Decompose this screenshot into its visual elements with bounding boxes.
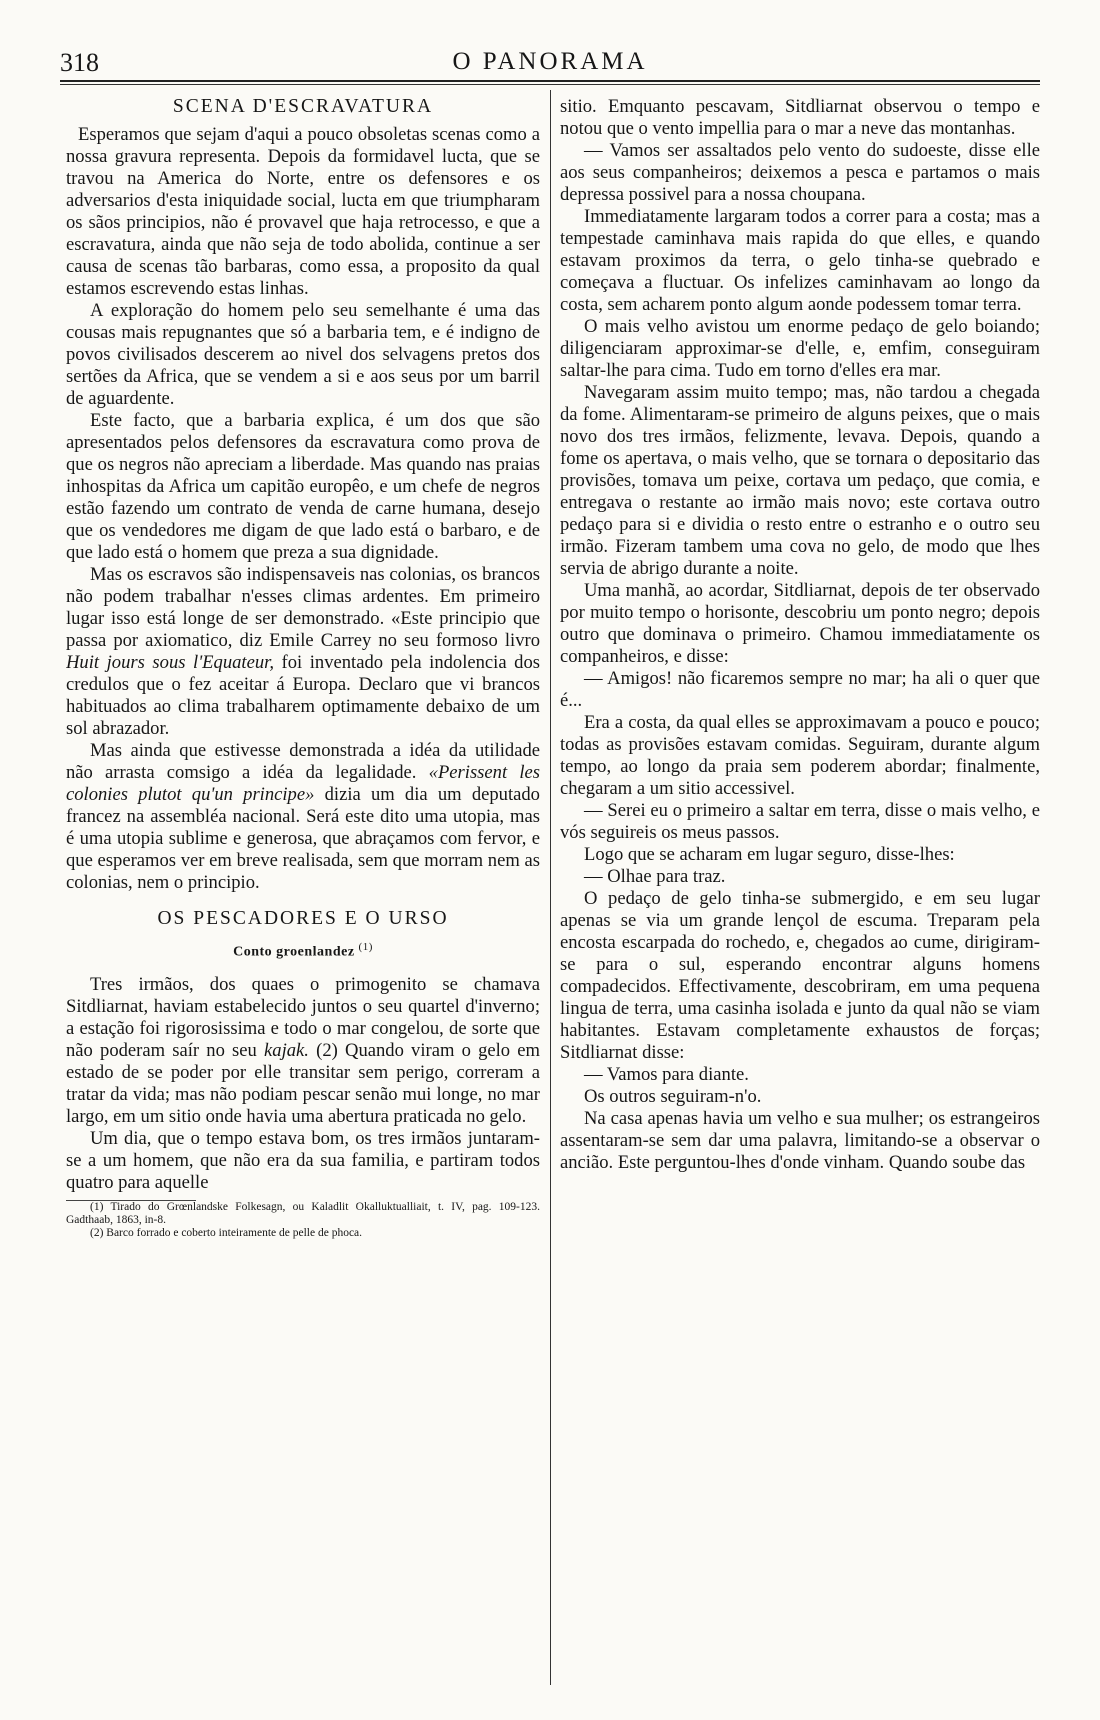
paragraph: Navegaram assim muito tempo; mas, não tardou a chegada da fome. Alimentaram-se primeiro de alguns peixes, que o mais novo dos tres irmãos, felizmente, levava. Depois, quando a fome os apertava, o mais velho, que se tornara o depositario das provisões, tomava um peixe, cortava um pedaço, que comia, e entregava o restante ao irmão mais novo; este cortava outro pedaço para si e dividia o resto entre o estranho e o outro seu irmão. Fizeram tambem uma cova no gelo, de modo que lhes servia de abrigo durante a noite. [560, 382, 1040, 579]
paragraph: sitio. Emquanto pescavam, Sitdliarnat observou o tempo e notou que o vento impellia para o mar a neve das montanhas. [560, 96, 1040, 139]
paragraph-text: Mas os escravos são indispensaveis nas colonias, os brancos não podem trabalhar n'esses climas ardentes. Em primeiro lugar isso está longe de ser demonstrado. «Este principio que passa por axiomatico, diz Emile Carrey no seu formoso livro [66, 564, 540, 651]
article-subtitle [66, 936, 540, 964]
paragraph: Uma manhã, ao acordar, Sitdliarnat, depois de ter observado por muito tempo o horisonte, descobriu um ponto negro; depois outro que dominava o primeiro. Chamou immediatamente os companheiros, e disse: [560, 580, 1040, 667]
header-rule-thin [60, 84, 1040, 85]
quotation: «Perissent les colonies plutot qu'un principe» [66, 762, 540, 805]
paragraph: Era a costa, da qual elles se approximavam a pouco e pouco; todas as provisões estavam comidas. Seguiram, durante algum tempo, ao longo da praia sem poderem abordar; finalmente, chegaram a um sitio accessivel. [560, 712, 1040, 799]
paragraph-text: dizia um dia um deputado francez na assembléa nacional. Será este dito uma utopia, mas é uma utopia sublime e generosa, que abraçamos com fervor, e que esperamos ver em breve realisada, sem que morram nem as colonias, nem o principio. [66, 784, 540, 893]
column-divider [550, 90, 551, 1685]
dialog: — Olhae para traz. [584, 866, 726, 887]
paragraph: Os outros seguiram-n'o. [584, 1086, 762, 1107]
subtitle-text: Conto groenlandez [233, 944, 355, 960]
paragraph [66, 564, 540, 740]
footnote-1: (1) Tirado do Grœnlandske Folkesagn, ou Kaladlit Okalluktualliait, t. IV, pag. 109-123. Gadthaab, 1863, in-8. [66, 1200, 540, 1226]
paragraph: A exploração do homem pelo seu semelhante é uma das cousas mais repugnantes que só a barbaria tem, e é indigno de povos civilisados descerem ao nivel dos selvagens pretos dos sertões da Africa, que se vendem a si e aos seus por um barril de aguardente. [66, 300, 540, 409]
left-column [66, 96, 540, 1696]
paragraph: Na casa apenas havia um velho e sua mulher; os estrangeiros assentaram-se sem dar uma palavra, limitando-se a observar o ancião. Este perguntou-lhes d'onde vinham. Quando soube das [560, 1108, 1040, 1173]
book-title: Huit jours sous l'Equateur, [66, 652, 274, 673]
footnote-ref: (1) [358, 941, 373, 953]
paragraph-text: Mas ainda que estivesse demonstrada a idéa da utilidade não arrasta comsigo a idéa da legalidade. [66, 740, 540, 783]
article-title-pescadores: OS PESCADORES E O URSO [157, 908, 449, 929]
kajak-term: kajak. [264, 1039, 309, 1061]
footnote-2: (2) Barco forrado e coberto inteiramente de pelle de phoca. [90, 1226, 363, 1239]
paragraph: Este facto, que a barbaria explica, é um dos que são apresentados pelos defensores da escravatura como prova de que os negros não apreciam a liberdade. Mas quando nas praias inhospitas da Africa um capitão europêo, e um chefe de negros estão fazendo um contrato de venda de carne humana, desejo que os vendedores me digam de que lado está o barbaro, e de que lado está o homem que preza a sua dignidade. [66, 410, 540, 563]
right-column [560, 96, 1040, 1696]
page-number: 318 [60, 48, 99, 77]
paragraph: Immediatamente largaram todos a correr para a costa; mas a tempestade caminhava mais rapida do que elles, e quando estavam proximos da terra, o gelo tinha-se quebrado e começava a fluctuar. Os infelizes caminhavam ao longo da costa, sem acharem ponto algum aonde podessem tomar terra. [560, 206, 1040, 315]
running-title: O PANORAMA [452, 48, 648, 75]
paragraph: O pedaço de gelo tinha-se submergido, e em seu lugar apenas se via um grande lençol de escuma. Treparam pela encosta escarpada do rochedo, e, chegados ao cume, dirigiram-se para o sul, esperando encontrar alguns homens compadecidos. Effectivamente, descobriram, em uma pequena lingua de terra, uma casinha isolada e junto da qual não se viam habitantes. Estavam completamente exhaustos de forças; Sitdliarnat disse: [560, 888, 1040, 1063]
paragraph: O mais velho avistou um enorme pedaço de gelo boiando; diligenciaram approximar-se d'elle, e, emfim, conseguiram saltar-lhe para cima. Tudo em torno d'elles era mar. [560, 316, 1040, 381]
paragraph: Logo que se acharam em lugar seguro, disse-lhes: [584, 844, 955, 865]
dialog: — Vamos para diante. [584, 1064, 749, 1085]
paragraph: Um dia, que o tempo estava bom, os tres irmãos juntaram-se a um homem, que não era da sua familia, e partiram todos quatro para aquelle [66, 1127, 540, 1193]
paragraph-text: (2) Quando viram o gelo em estado de se poder por elle transitar sem perigo, correram a tratar da vida; mas não podiam pescar senão mui longe, no mar largo, em um sitio onde havia uma abertura praticada no gelo. [66, 1039, 540, 1127]
dialog: — Amigos! não ficaremos sempre no mar; ha ali o quer que é... [560, 668, 1040, 711]
paragraph [66, 974, 540, 1128]
paragraph [66, 740, 540, 894]
article-title-escravatura: SCENA D'ESCRAVATURA [172, 96, 434, 117]
dialog: — Serei eu o primeiro a saltar em terra, disse o mais velho, e vós seguireis os meus passos. [560, 800, 1040, 843]
header-rule [60, 80, 1040, 82]
paragraph-text: foi inventado pela indolencia dos credulos que o fez aceitar á Europa. Declaro que vi brancos habituados ao clima trabalharem optimamente debaixo de um sol abrazador. [66, 652, 540, 739]
page-header [60, 44, 1040, 86]
paragraph-text: Tres irmãos, dos quaes o primogenito se chamava Sitdliarnat, haviam estabelecido juntos o seu quartel d'inverno; a estação foi rigorosissima e todo o mar congelou, de sorte que não poderam saír no seu [66, 973, 540, 1061]
dialog: — Vamos ser assaltados pelo vento do sudoeste, disse elle aos seus companheiros; deixemos a pesca e partamos o mais depressa possivel para a nossa choupana. [560, 140, 1040, 205]
paragraph: Esperamos que sejam d'aqui a pouco obsoletas scenas como a nossa gravura representa. Depois da formidavel lucta, que se travou na America do Norte, entre os defensores e os adversarios d'esta iniquidade social, lucta em que triumpharam os sãos principios, não é provavel que haja retrocesso, e que a escravatura, ainda que não seja de todo abolida, continue a ser causa de scenas tão barbaras, como essa, a proposito da qual estamos escrevendo estas linhas. [66, 124, 540, 299]
